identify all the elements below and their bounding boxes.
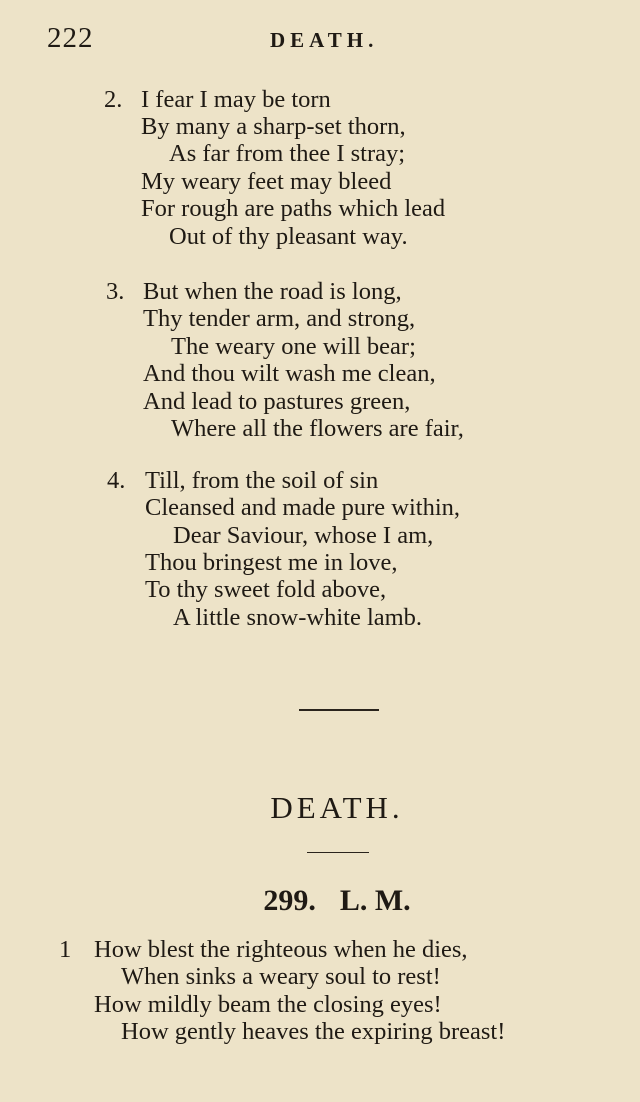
verse-line: How gently heaves the expiring breast! xyxy=(121,1018,506,1045)
stanza-number: 3. xyxy=(106,278,125,305)
running-title: DEATH. xyxy=(270,28,379,52)
verse-line: How blest the righteous when he dies, xyxy=(94,936,468,963)
page-number: 222 xyxy=(47,22,94,54)
hymn-meter: L. M. xyxy=(339,884,411,917)
verse-line: Out of thy pleasant way. xyxy=(169,223,408,250)
verse-line: Thy tender arm, and strong, xyxy=(143,305,416,332)
verse-line: As far from thee I stray; xyxy=(169,140,406,167)
verse-line: I fear I may be torn xyxy=(141,86,331,113)
verse-line: The weary one will bear; xyxy=(171,333,416,360)
section-title: DEATH. xyxy=(270,790,404,825)
hymn-heading xyxy=(0,884,640,918)
verse-line: For rough are paths which lead xyxy=(141,195,446,222)
verse-line: How mildly beam the closing eyes! xyxy=(94,991,442,1018)
verse-line: By many a sharp-set thorn, xyxy=(141,113,406,140)
verse-line: A little snow-white lamb. xyxy=(173,604,423,631)
title-rule xyxy=(307,852,369,853)
stanza-number: 4. xyxy=(107,467,126,494)
verse-line: But when the road is long, xyxy=(143,278,402,305)
verse-line: My weary feet may bleed xyxy=(141,168,392,195)
verse-line: Dear Saviour, whose I am, xyxy=(173,522,434,549)
verse-line: When sinks a weary soul to rest! xyxy=(121,963,441,990)
section-divider xyxy=(299,709,379,711)
verse-line: Thou bringest me in love, xyxy=(145,549,398,576)
hymn-number: 299. xyxy=(263,884,316,917)
verse-line: Till, from the soil of sin xyxy=(145,467,379,494)
verse-line: To thy sweet fold above, xyxy=(145,576,387,603)
verse-line: And lead to pastures green, xyxy=(143,388,411,415)
running-head xyxy=(0,22,640,56)
verse-line: Cleansed and made pure within, xyxy=(145,494,461,521)
verse-line: And thou wilt wash me clean, xyxy=(143,360,436,387)
stanza-number: 2. xyxy=(104,86,123,113)
verse-line: Where all the flowers are fair, xyxy=(171,415,464,442)
stanza-number: 1 xyxy=(59,936,72,963)
